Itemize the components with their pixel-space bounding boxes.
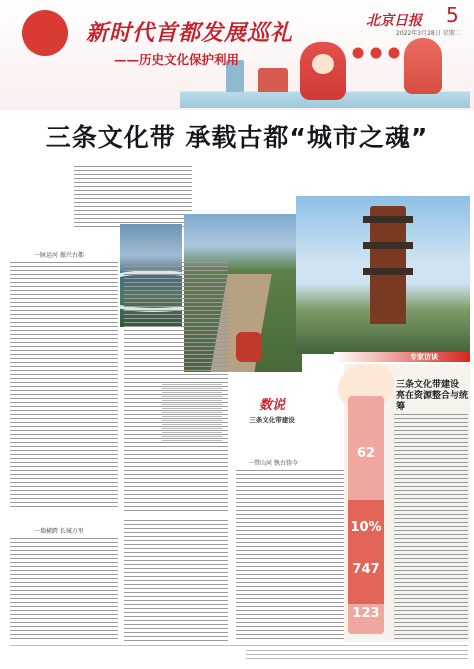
- footer-rule: [10, 645, 468, 646]
- article-column: [124, 520, 228, 642]
- stat-item: [348, 446, 384, 461]
- series-title: 新时代首都发展巡礼: [86, 20, 294, 46]
- pagoda-roof-tier: [363, 242, 413, 249]
- mascot-face-illustration: [312, 54, 334, 74]
- credits-line: [246, 650, 468, 660]
- panel-title-small: 三条文化带建设: [249, 416, 295, 424]
- stat-value: 747: [352, 562, 380, 577]
- section-heading-canal: 一脉运河 振兴古都: [34, 252, 84, 259]
- article-column: [10, 262, 118, 509]
- newspaper-brand: 北京日报: [366, 13, 422, 29]
- expert-badge: 专家访谈: [410, 353, 438, 361]
- pagoda-roof-tier: [363, 268, 413, 275]
- stats-highlight-box: [348, 500, 384, 604]
- panel-header-bar: [334, 352, 470, 362]
- gate-illustration: [258, 68, 288, 92]
- page-number: 5: [446, 3, 459, 27]
- stat-value: 62: [356, 446, 376, 461]
- stat-item: [348, 520, 384, 535]
- pagoda-roof-tier: [363, 216, 413, 223]
- panel-title-large: 数说: [258, 398, 285, 413]
- section-heading-wall: 一墙横跨 长城万里: [34, 528, 84, 535]
- stat-value: 123: [352, 606, 380, 621]
- lantern-illustration: [352, 46, 400, 60]
- red-sun-illustration: [22, 10, 68, 56]
- lede-text: [74, 166, 192, 228]
- mascot-illustration-2: [404, 38, 442, 94]
- section-heading-hills: 一带山河 镌古铸今: [248, 460, 298, 467]
- article-column: [10, 538, 118, 642]
- stat-item: [348, 562, 384, 577]
- expert-interview-text: [394, 414, 468, 642]
- hikers-shape: [236, 332, 262, 362]
- article-column: [236, 470, 346, 642]
- pagoda-photo: [296, 196, 470, 354]
- page-headline: 三条文化带 承载古都“城市之魂”: [45, 123, 429, 152]
- issue-date: 2022年3月28日 星期二: [396, 30, 461, 37]
- stat-item: [348, 606, 384, 621]
- series-subtitle: ——历史文化保护利用: [114, 52, 240, 67]
- pagoda-shape: [370, 206, 406, 324]
- expert-interview-title: 三条文化带建设 亮在资源整合与统筹: [396, 380, 469, 412]
- stat-value: 10%: [350, 520, 382, 535]
- photo-caption-block: [162, 384, 222, 442]
